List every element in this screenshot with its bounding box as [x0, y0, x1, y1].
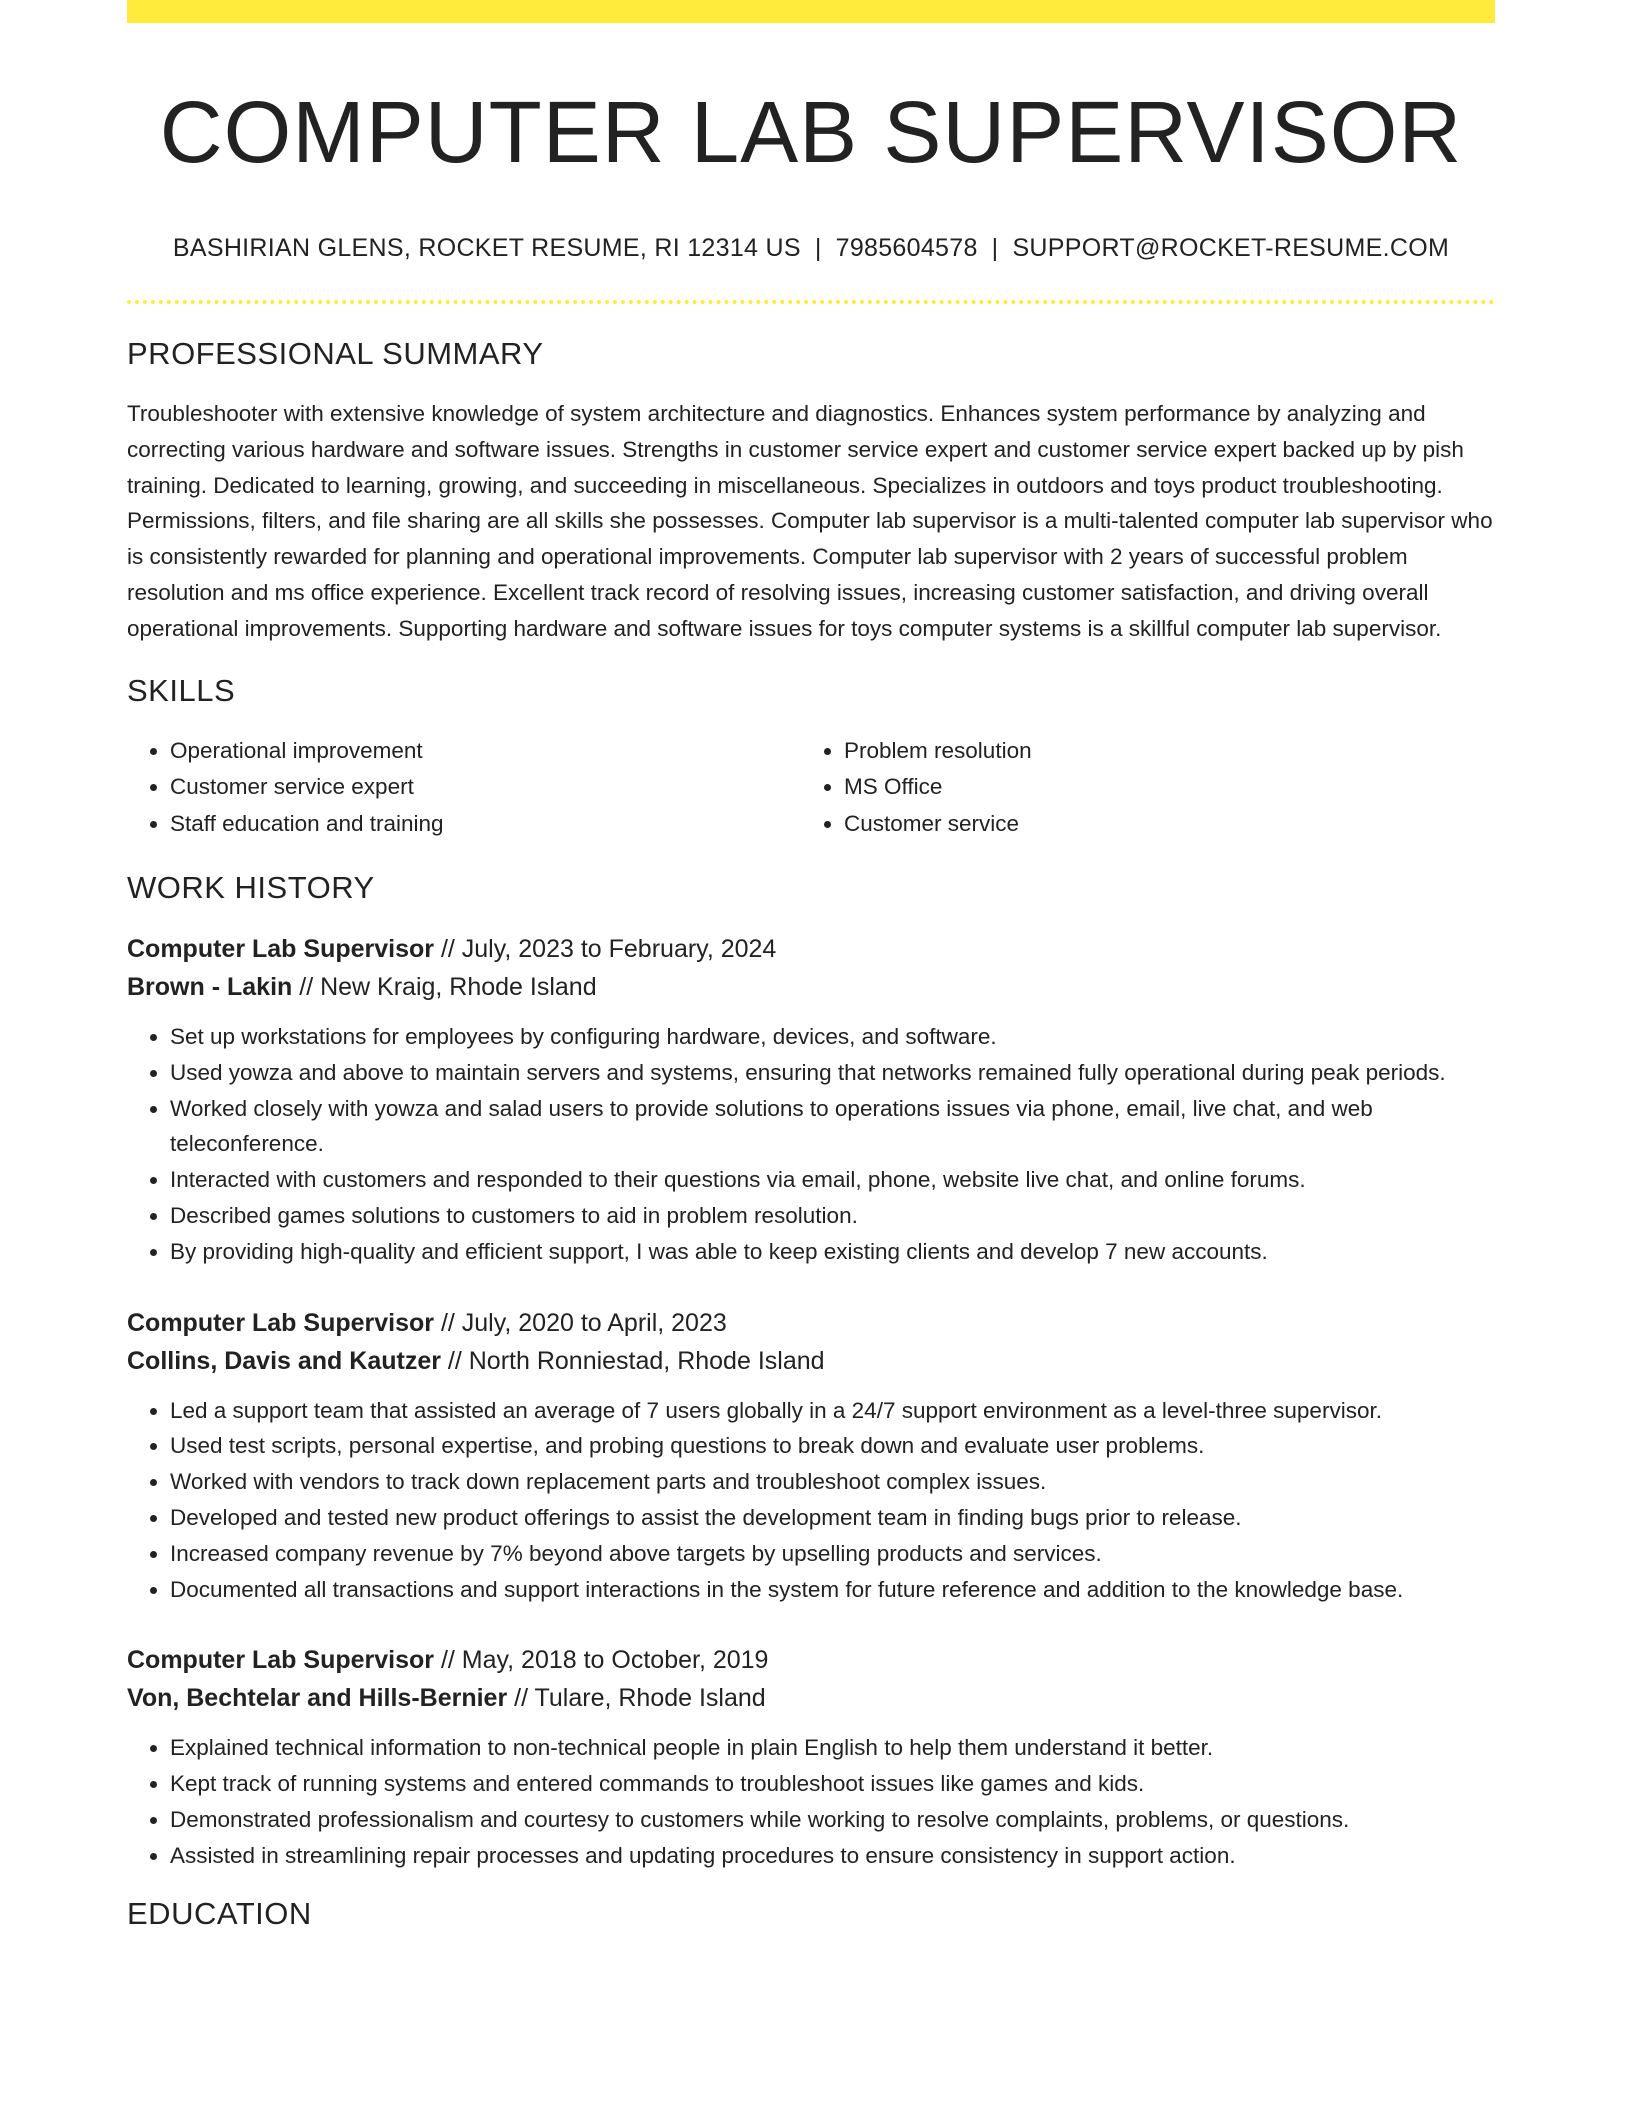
job-title: Computer Lab Supervisor: [127, 935, 434, 964]
job-location: // Tulare, Rhode Island: [507, 1684, 766, 1713]
skill-item: • Staff education and training: [170, 806, 801, 843]
job-title-line: [127, 1304, 1495, 1342]
dotted-divider: [127, 300, 1495, 304]
contact-phone: 7985604578: [835, 234, 978, 262]
skills-column-right: [801, 733, 1475, 843]
job-entry: [127, 1641, 1495, 1873]
job-company-line: [127, 1342, 1495, 1380]
job-location: // North Ronniestad, Rhode Island: [440, 1346, 825, 1375]
job-company: Collins, Davis and Kautzer: [127, 1346, 441, 1375]
skills-heading: SKILLS: [127, 672, 236, 708]
job-title: Computer Lab Supervisor: [127, 1308, 434, 1337]
work-history-heading: WORK HISTORY: [127, 870, 375, 906]
contact-separator: |: [814, 234, 822, 262]
skill-item: • Customer service: [844, 806, 1475, 843]
summary-heading: PROFESSIONAL SUMMARY: [127, 336, 544, 371]
job-bullet: • Kept track of running systems and entered commands to troubleshoot issues like games and kids.: [170, 1766, 1495, 1802]
job-title-line: [127, 930, 1495, 968]
contact-email: SUPPORT@ROCKET-RESUME.COM: [1012, 234, 1450, 262]
top-accent-bar: [127, 0, 1495, 23]
job-entry: [127, 1304, 1495, 1608]
job-bullets: [127, 1393, 1495, 1608]
job-bullet: • Developed and tested new product offerings to assist the development team in finding bugs prior to release.: [170, 1500, 1495, 1536]
resume-page: [127, 0, 1495, 1934]
job-bullet: • By providing high-quality and efficient support, I was able to keep existing clients and develop 7 new accounts.: [170, 1234, 1495, 1270]
job-bullet: • Demonstrated professionalism and courtesy to customers while working to resolve complaints, problems, or questions.: [170, 1802, 1495, 1838]
job-bullet: • Explained technical information to non-technical people in plain English to help them understand it better.: [170, 1730, 1495, 1766]
job-title-line: [127, 1641, 1495, 1679]
contact-separator: |: [991, 234, 999, 262]
job-company-line: [127, 1679, 1495, 1717]
job-bullet: • Assisted in streamlining repair processes and updating procedures to ensure consistency in support action.: [170, 1838, 1495, 1874]
skill-item: • Customer service expert: [170, 769, 801, 806]
job-dates: // July, 2023 to February, 2024: [434, 935, 777, 964]
job-location: // New Kraig, Rhode Island: [292, 973, 597, 1002]
job-bullets: [127, 1730, 1495, 1873]
job-title: Computer Lab Supervisor: [127, 1646, 434, 1675]
job-company: Von, Bechtelar and Hills-Bernier: [127, 1684, 508, 1713]
job-bullet: • Worked closely with yowza and salad users to provide solutions to operations issues via phone, email, live chat, and web teleconference.: [170, 1091, 1495, 1163]
skill-item: • MS Office: [844, 769, 1475, 806]
job-dates: // May, 2018 to October, 2019: [434, 1646, 769, 1675]
education-heading: EDUCATION: [127, 1895, 312, 1931]
job-entry: [127, 930, 1495, 1270]
job-bullet: • Increased company revenue by 7% beyond above targets by upselling products and services.: [170, 1536, 1495, 1572]
job-bullet: • Documented all transactions and support interactions in the system for future reference and addition to the knowledge base.: [170, 1572, 1495, 1608]
job-bullet: • Described games solutions to customers to aid in problem resolution.: [170, 1198, 1495, 1234]
job-dates: // July, 2020 to April, 2023: [434, 1308, 727, 1337]
job-bullet: • Set up workstations for employees by configuring hardware, devices, and software.: [170, 1019, 1495, 1055]
skill-item: • Operational improvement: [170, 733, 801, 770]
skills-column-left: [127, 733, 801, 843]
job-bullets: [127, 1019, 1495, 1270]
candidate-name: COMPUTER LAB SUPERVISOR: [159, 84, 1463, 181]
skills-list: [127, 733, 1495, 843]
job-company: Brown - Lakin: [127, 973, 293, 1002]
job-bullet: • Interacted with customers and responded to their questions via email, phone, website live chat, and online forums.: [170, 1162, 1495, 1198]
skill-item: • Problem resolution: [844, 733, 1475, 770]
contact-address: BASHIRIAN GLENS, ROCKET RESUME, RI 12314 US: [172, 234, 801, 262]
job-company-line: [127, 968, 1495, 1006]
job-bullet: • Used test scripts, personal expertise, and probing questions to break down and evaluate user problems.: [170, 1428, 1495, 1464]
job-bullet: • Led a support team that assisted an average of 7 users globally in a 24/7 support environment as a level-three supervisor.: [170, 1393, 1495, 1429]
job-bullet: • Worked with vendors to track down replacement parts and troubleshoot complex issues.: [170, 1464, 1495, 1500]
contact-line: [127, 230, 1495, 266]
summary-text: Troubleshooter with extensive knowledge of system architecture and diagnostics. Enhances system performance by analyzing and correcting various hardware and software issues. Strengths in customer service expert and customer service expert backed up by pish training. Dedicated to learning, growing, and succeeding in miscellaneous. Specializes in outdoors and toys product troubleshooting. Permissions, filters, and file sharing are all skills she possesses. Computer lab supervisor is a multi-talented computer lab supervisor who is consistently rewarded for planning and operational improvements. Computer lab supervisor with 2 years of successful problem resolution and ms office experience. Excellent track record of resolving issues, increasing customer satisfaction, and driving overall operational improvements. Supporting hardware and software issues for toys computer systems is a skillful computer lab supervisor.: [127, 401, 1493, 641]
job-bullet: • Used yowza and above to maintain servers and systems, ensuring that networks remained fully operational during peak periods.: [170, 1055, 1495, 1091]
